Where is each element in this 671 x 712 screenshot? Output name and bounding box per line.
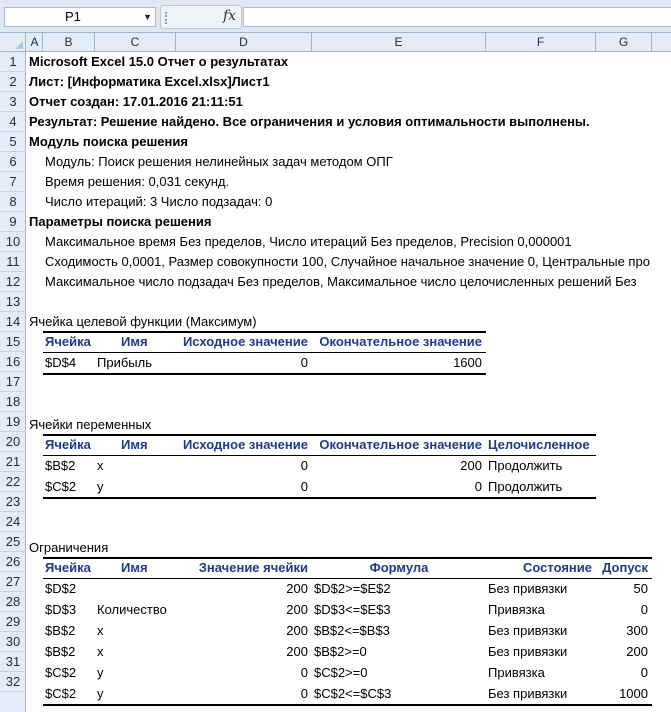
column-header-c[interactable]: C [95,33,176,51]
row-header[interactable]: 8 [0,192,26,212]
constraint-cell: $C$2 [45,686,77,701]
constraint-status: Без привязки [488,623,568,638]
constraint-formula: $D$2>=$E$2 [314,581,391,596]
objective-start: 0 [300,355,308,370]
variable-final: 200 [460,458,482,473]
row-header[interactable]: 19 [0,412,26,432]
variable-name: y [97,479,104,494]
variable-integer: Продолжить [488,458,563,473]
constraint-value: 200 [286,644,308,659]
objective-name: Прибыль [97,355,152,370]
constraint-status: Без привязки [488,644,568,659]
params-line-3: Максимальное число подзадач Без пределов, Максимальное число целочисленных решений Без [45,274,637,289]
constraint-formula: $C$2>=0 [314,665,368,680]
select-all-button[interactable] [0,33,26,51]
objective-cell: $D$4 [45,355,77,370]
constraints-title: Ограничения [29,540,109,555]
constraint-value: 200 [286,581,308,596]
row-header[interactable]: 11 [0,252,26,272]
constraint-name: x [97,623,104,638]
table-border [43,497,596,499]
objective-title: Ячейка целевой функции (Максимум) [29,314,257,329]
row-header[interactable]: 23 [0,492,26,512]
formula-tools [160,5,242,29]
constraint-cell: $B$2 [45,644,76,659]
constraint-name: x [97,644,104,659]
constraint-cell: $D$3 [45,602,77,617]
table-border [43,373,486,375]
col-cell: Ячейка [45,437,91,452]
constraint-name: y [97,686,104,701]
params-line-2: Сходимость 0,0001, Размер совокупности 100, Случайное начальное значение 0, Центральные про [45,254,650,269]
formula-input[interactable] [243,7,671,27]
variable-name: x [97,458,104,473]
column-header-g[interactable]: G [596,33,652,51]
col-name: Имя [121,437,148,452]
constraint-value: 0 [300,686,308,701]
row-headers [0,52,26,712]
constraint-status: Привязка [488,665,545,680]
constraint-formula: $C$2<=$C$3 [314,686,392,701]
engine-iterations: Число итераций: 3 Число подзадач: 0 [45,194,273,209]
row-header[interactable]: 20 [0,432,26,452]
row-header[interactable]: 7 [0,172,26,192]
chevron-down-icon[interactable]: ▼ [143,12,152,22]
row-header[interactable]: 29 [0,612,26,632]
row-header[interactable]: 6 [0,152,26,172]
constraint-slack: 0 [640,665,648,680]
constraint-slack: 50 [633,581,648,596]
formula-bar [0,0,671,33]
constraint-name: Количество [97,602,167,617]
params-title: Параметры поиска решения [29,214,212,229]
column-header-f[interactable]: F [486,33,596,51]
col-value: Значение ячейки [198,560,308,575]
constraint-formula: $B$2<=$B$3 [314,623,390,638]
constraint-cell: $C$2 [45,665,77,680]
constraint-formula: $D$3<=$E$3 [314,602,391,617]
variables-title: Ячейки переменных [29,417,152,432]
col-name: Имя [121,334,148,349]
col-slack: Допуск [602,560,648,575]
column-header-h[interactable] [652,33,671,51]
row-header[interactable]: 17 [0,372,26,392]
worksheet-grid[interactable] [27,52,671,712]
column-header-d[interactable]: D [176,33,312,51]
grip-icon[interactable] [165,12,171,24]
variable-integer: Продолжить [488,479,563,494]
row-header[interactable]: 12 [0,272,26,292]
constraint-slack: 0 [640,602,648,617]
row-header[interactable]: 10 [0,232,26,252]
col-formula: Формула [369,560,429,575]
engine-title: Модуль поиска решения [29,134,188,149]
report-result: Результат: Решение найдено. Все ограничения и условия оптимальности выполнены. [29,114,590,129]
row-header[interactable]: 9 [0,212,26,232]
name-box[interactable] [4,7,156,27]
constraint-status: Без привязки [488,581,568,596]
row-header[interactable]: 14 [0,312,26,332]
variable-cell: $B$2 [45,458,76,473]
row-header[interactable]: 5 [0,132,26,152]
name-box-value: P1 [65,9,81,24]
row-header[interactable]: 27 [0,572,26,592]
row-header[interactable]: 22 [0,472,26,492]
column-headers [0,33,671,52]
row-header[interactable]: 18 [0,392,26,412]
report-title: Microsoft Excel 15.0 Отчет о результатах [29,54,289,69]
constraint-value: 200 [286,623,308,638]
col-cell: Ячейка [45,560,91,575]
column-header-a[interactable]: A [27,33,43,51]
row-header[interactable]: 2 [0,72,26,92]
insert-function-icon[interactable]: fx [223,8,237,24]
row-header[interactable]: 16 [0,352,26,372]
row-header[interactable]: 21 [0,452,26,472]
col-integer: Целочисленное [488,437,590,452]
variable-start: 0 [300,458,308,473]
row-header[interactable]: 3 [0,92,26,112]
col-final: Окончательное значение [319,334,482,349]
col-cell: Ячейка [45,334,91,349]
row-header[interactable]: 24 [0,512,26,532]
row-header[interactable]: 28 [0,592,26,612]
row-header[interactable]: 1 [0,52,26,72]
col-final: Окончательное значение [319,437,482,452]
column-header-b[interactable]: B [43,33,95,51]
constraint-value: 0 [300,665,308,680]
params-line-1: Максимальное время Без пределов, Число итераций Без пределов, Precision 0,000001 [45,234,572,249]
row-header[interactable]: 32 [0,672,26,692]
variable-cell: $C$2 [45,479,77,494]
row-header[interactable]: 4 [0,112,26,132]
engine-time: Время решения: 0,031 секунд. [45,174,230,189]
col-status: Состояние [522,560,592,575]
row-header[interactable]: 15 [0,332,26,352]
engine-module: Модуль: Поиск решения нелинейных задач методом ОПГ [45,154,393,169]
constraint-formula: $B$2>=0 [314,644,367,659]
table-border [43,704,652,706]
row-header[interactable]: 26 [0,552,26,572]
variable-final: 0 [474,479,482,494]
constraint-slack: 1000 [619,686,648,701]
col-start: Исходное значение [182,334,308,349]
report-sheet: Лист: [Информатика Excel.xlsx]Лист1 [29,74,270,89]
variable-start: 0 [300,479,308,494]
row-header[interactable]: 25 [0,532,26,552]
col-start: Исходное значение [182,437,308,452]
column-header-e[interactable]: E [312,33,486,51]
constraint-value: 200 [286,602,308,617]
constraint-status: Без привязки [488,686,568,701]
constraint-name: y [97,665,104,680]
col-name: Имя [121,560,148,575]
objective-final: 1600 [453,355,482,370]
constraint-slack: 200 [626,644,648,659]
row-header[interactable]: 31 [0,652,26,672]
row-header[interactable]: 13 [0,292,26,312]
constraint-cell: $D$2 [45,581,77,596]
constraint-status: Привязка [488,602,545,617]
row-header[interactable]: 30 [0,632,26,652]
report-created: Отчет создан: 17.01.2016 21:11:51 [29,94,243,109]
constraint-cell: $B$2 [45,623,76,638]
constraint-slack: 300 [626,623,648,638]
